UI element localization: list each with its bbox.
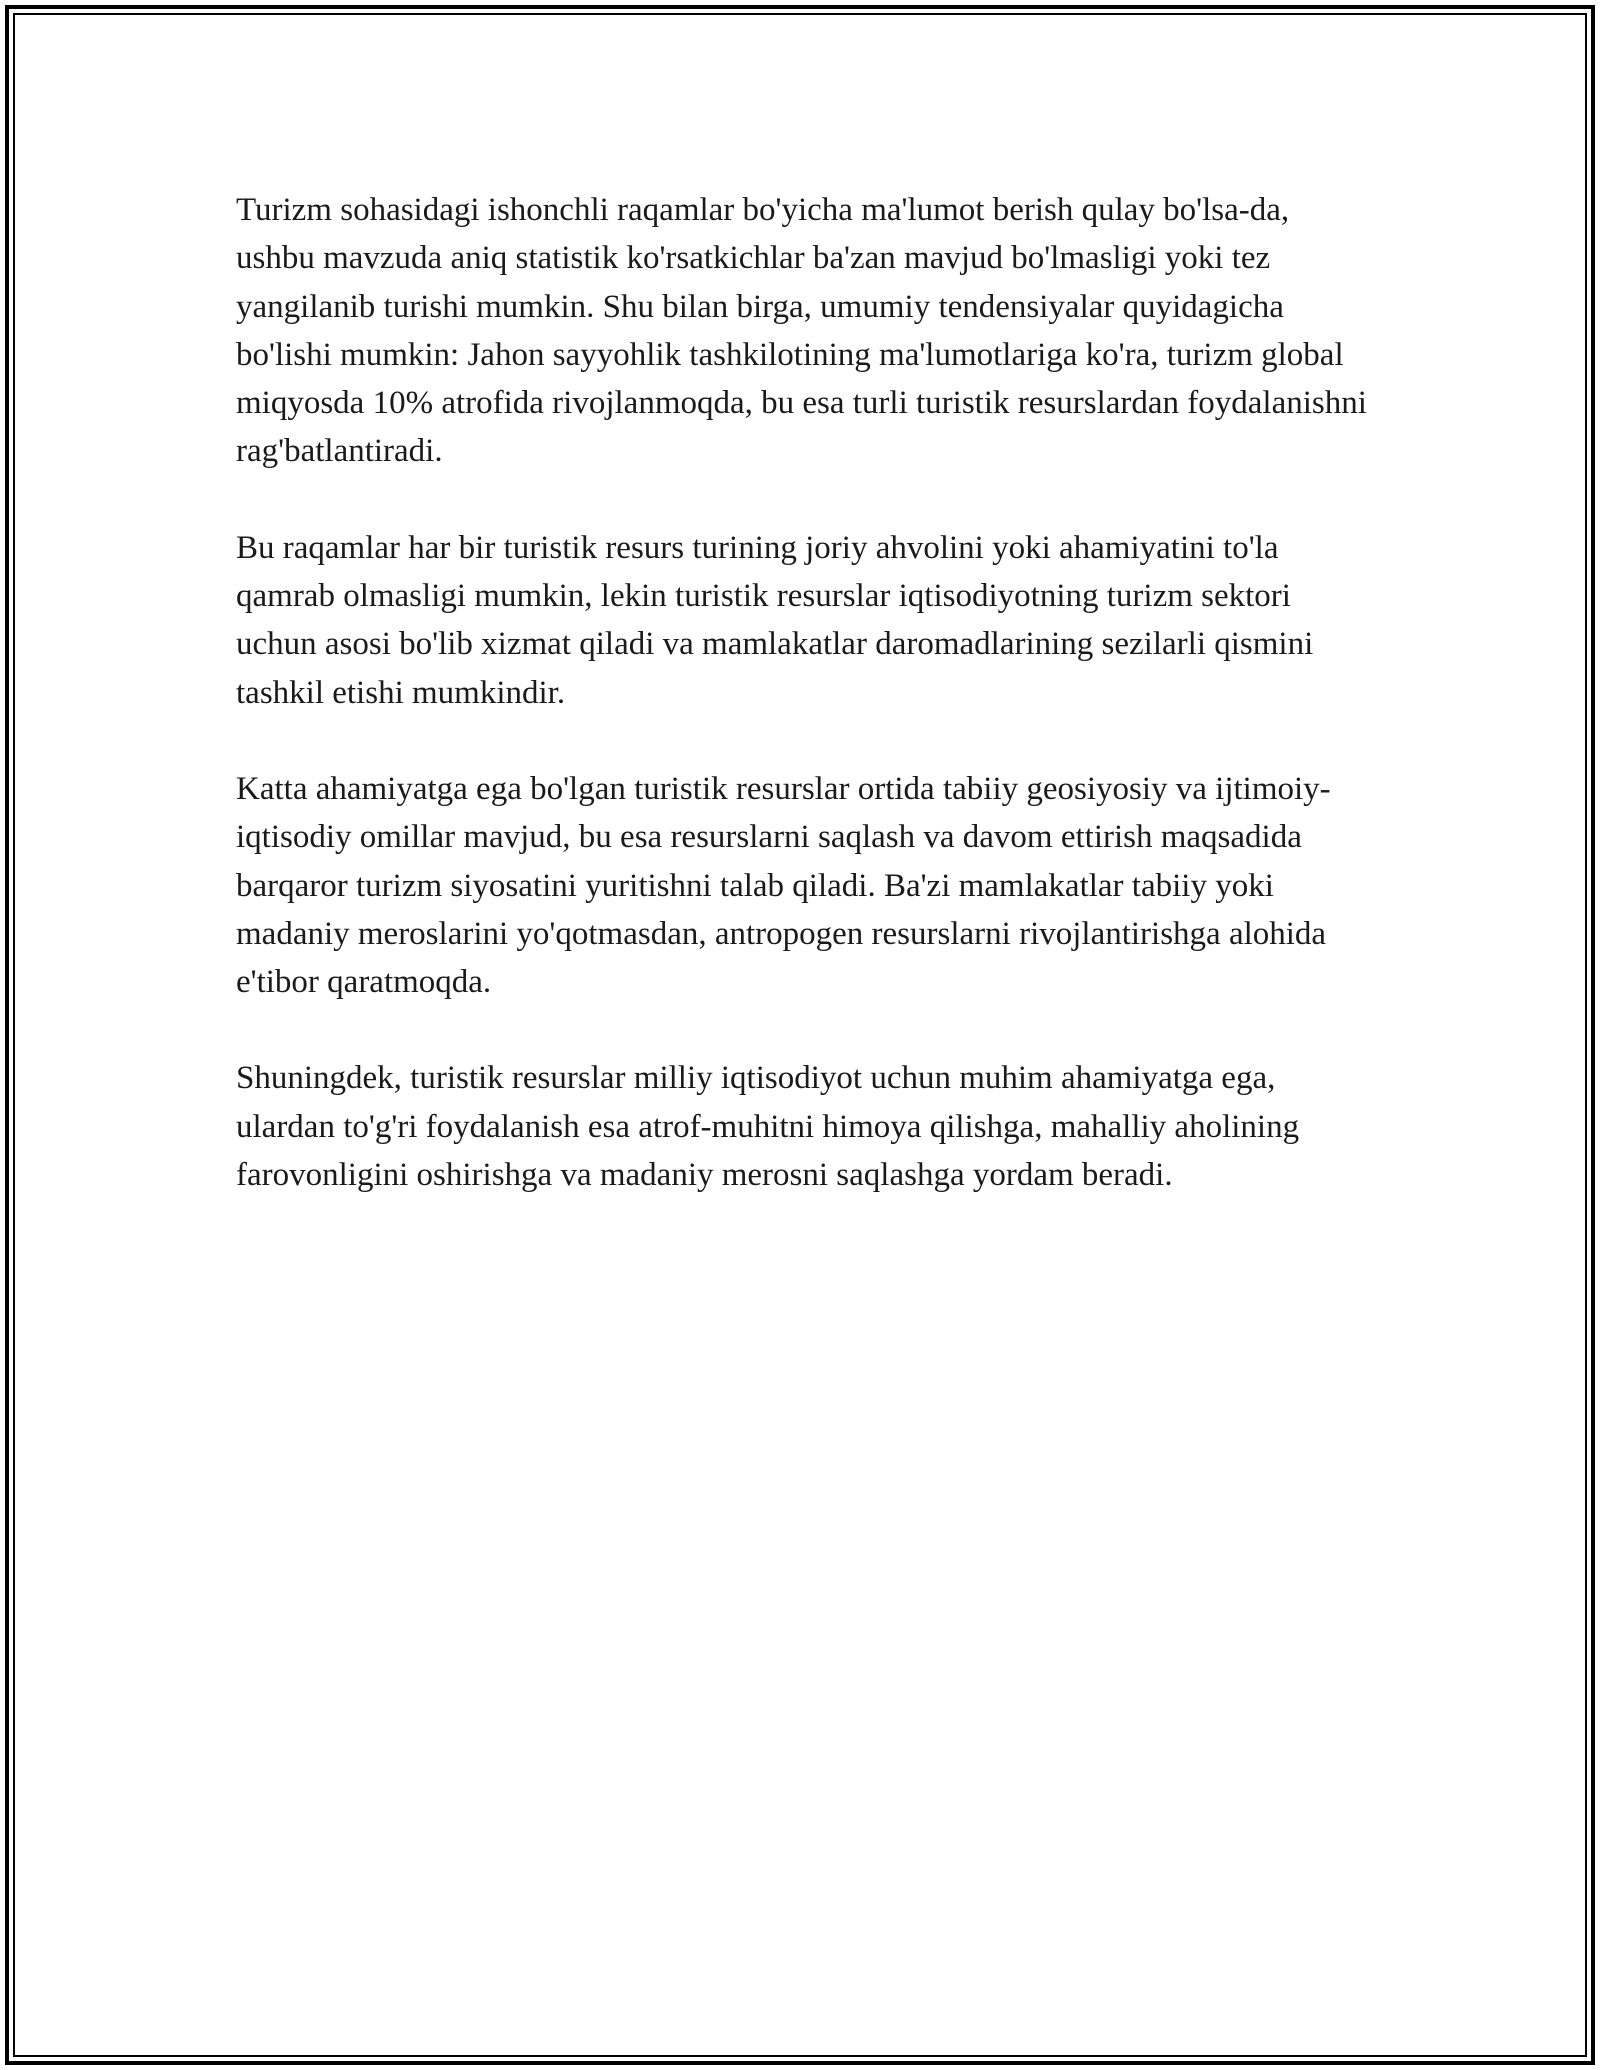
paragraph-3: Katta ahamiyatga ega bo'lgan turistik resurslar ortida tabiiy geosiyosiy va ijtimoiy-iqtisodiy omillar mavjud, bu esa resurslarni saqlash va davom ettirish maqsadida barqaror turizm siyosatini yuritishni talab qiladi. Ba'zi mamlakatlar tabiiy yoki madaniy meroslarini yo'qotmasdan, antropogen resurslarni rivojlantirishga alohida e'tibor qaratmoqda.: [236, 770, 1331, 1001]
document-body: [236, 186, 1376, 1247]
paragraph-2: Bu raqamlar har bir turistik resurs turining joriy ahvolini yoki ahamiyatini to'la qamrab olmasligi mumkin, lekin turistik resurslar iqtisodiyotning turizm sektori uchun asosi bo'lib xizmat qiladi va mamlakatlar daromadlarining sezilarli qismini tashkil etishi mumkindir.: [236, 529, 1314, 711]
paragraph-4: Shuningdek, turistik resurslar milliy iqtisodiyot uchun muhim ahamiyatga ega, ulardan to'g'ri foydalanish esa atrof-muhitni himoya qilishga, mahalliy aholining farovonligini oshirishga va madaniy merosni saqlashga yordam beradi.: [236, 1060, 1300, 1194]
paragraph-1: Turizm sohasidagi ishonchli raqamlar bo'yicha ma'lumot berish qulay bo'lsa-da, ushbu mavzuda aniq statistik ko'rsatkichlar ba'zan mavjud bo'lmasligi yoki tez yangilanib turishi mumkin. Shu bilan birga, umumiy tendensiyalar quyidagicha bo'lishi mumkin: Jahon sayyohlik tashkilotining ma'lumotlariga ko'ra, turizm global miqyosda 10% atrofida rivojlanmoqda, bu esa turli turistik resurslardan foydalanishni rag'batlantiradi.: [236, 192, 1367, 470]
